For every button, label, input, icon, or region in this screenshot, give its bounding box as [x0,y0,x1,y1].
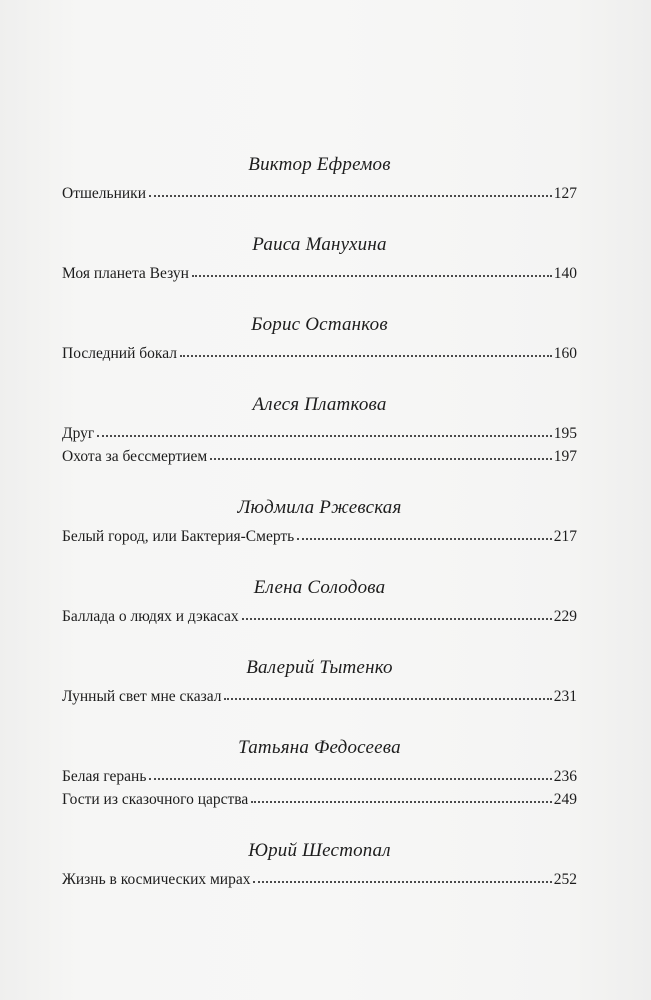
author-name: Валерий Тытенко [246,657,393,678]
toc-section [62,495,577,548]
entry-title: Друг [62,425,95,442]
toc-entry [62,182,577,205]
toc-entry [62,605,577,628]
page-number: 197 [553,448,577,465]
dot-leader [180,355,552,357]
dot-leader [210,458,552,460]
dot-leader [253,881,551,883]
page-number: 160 [553,345,577,362]
entry-title: Лунный свет мне сказал [62,688,222,705]
dot-leader [97,435,552,437]
author-name: Елена Солодова [253,577,386,598]
toc-section [62,735,577,811]
toc-section [62,655,577,708]
author-name: Юрий Шестопал [248,840,391,861]
page-number: 236 [553,768,577,785]
page-number: 249 [553,791,577,808]
entry-title: Охота за бессмертием [62,448,208,465]
toc-section [62,392,577,468]
author-name: Виктор Ефремов [248,154,391,175]
page-number: 231 [553,688,577,705]
toc-section [62,312,577,365]
author-name: Алеся Платкова [252,394,387,415]
dot-leader [251,801,551,803]
page-number: 195 [553,425,577,442]
entry-title: Последний бокал [62,345,177,362]
author-name: Татьяна Федосеева [238,737,401,758]
toc-entry [62,525,577,548]
toc-section [62,838,577,891]
toc-entry [62,262,577,285]
dot-leader [192,275,552,277]
toc-entry [62,868,577,891]
author-name: Раиса Манухина [252,234,387,255]
toc-section [62,152,577,205]
toc-entry [62,445,577,468]
author-name: Борис Останков [251,314,388,335]
entry-title: Белый город, или Бактерия-Смерть [62,528,295,545]
dot-leader [242,618,552,620]
page-number: 140 [553,265,577,282]
page-number: 229 [553,608,577,625]
toc-entry [62,685,577,708]
toc-entry [62,765,577,788]
dot-leader [149,778,551,780]
author-name: Людмила Ржевская [237,497,402,518]
dot-leader [297,538,552,540]
entry-title: Жизнь в космических мирах [62,871,251,888]
table-of-contents [62,152,577,891]
entry-title: Баллада о людях и дэкасах [62,608,239,625]
toc-section [62,232,577,285]
page-number: 252 [553,871,577,888]
page-number: 127 [553,185,577,202]
toc-entry [62,788,577,811]
toc-entry [62,342,577,365]
toc-entry [62,422,577,445]
page-number: 217 [553,528,577,545]
entry-title: Моя планета Везун [62,265,189,282]
entry-title: Белая герань [62,768,147,785]
dot-leader [149,195,552,197]
entry-title: Отшельники [62,185,147,202]
entry-title: Гости из сказочного царства [62,791,249,808]
toc-section [62,575,577,628]
dot-leader [224,698,551,700]
